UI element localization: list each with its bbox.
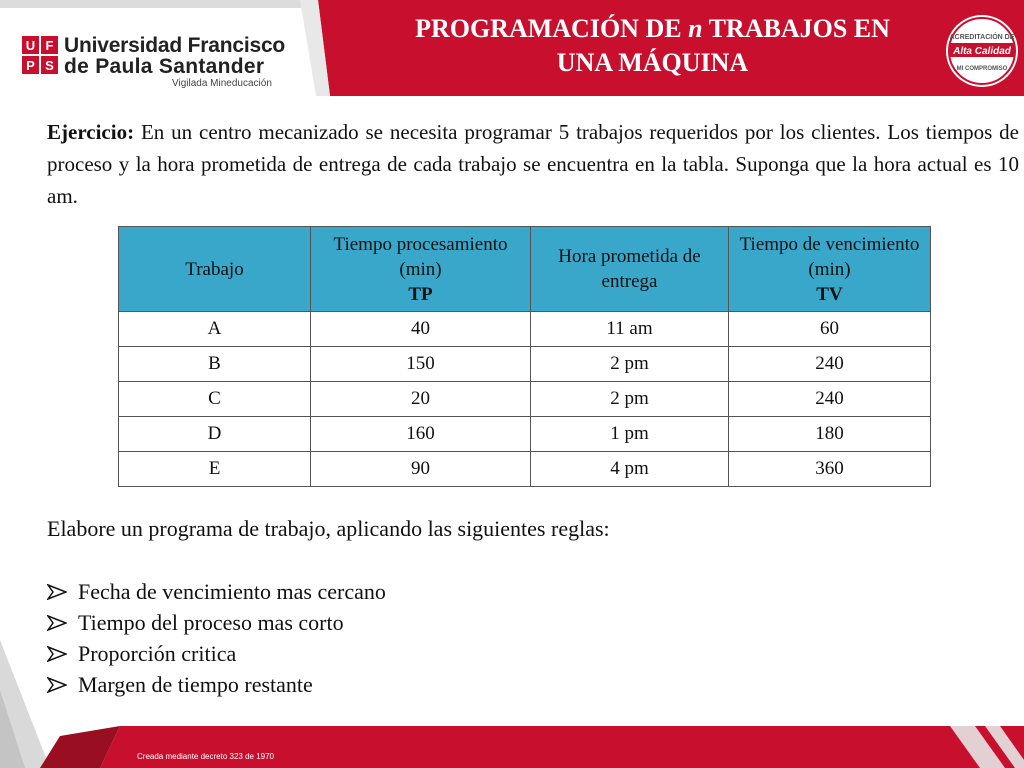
header-promised-time: Hora prometida de entrega (531, 227, 729, 312)
footer-decree: Creada mediante decreto 323 de 1970 (137, 752, 274, 761)
list-item (47, 638, 386, 669)
list-item (47, 669, 386, 700)
cell-due-time: 360 (729, 452, 931, 487)
svg-text:U: U (25, 38, 36, 53)
cell-promised-time: 2 pm (531, 347, 729, 382)
cell-processing-time: 90 (311, 452, 531, 487)
badge-bottom: MI COMPROMISO (956, 66, 1008, 72)
table-row (119, 417, 931, 452)
title-variable: n (688, 14, 703, 43)
accreditation-badge (945, 14, 1019, 88)
header-job: Trabajo (119, 227, 311, 312)
header-processing-time: Tiempo procesamiento (min) TP (311, 227, 531, 312)
logo-line-2: de Paula Santander (64, 55, 265, 78)
cell-processing-time: 20 (311, 382, 531, 417)
table-row (119, 452, 931, 487)
cell-job: C (119, 382, 311, 417)
cell-processing-time: 40 (311, 312, 531, 347)
rules-list (47, 576, 386, 700)
table-header-row (119, 227, 931, 312)
table-row (119, 347, 931, 382)
instructions-text: Elabore un programa de trabajo, aplicando las siguientes reglas: (47, 516, 610, 541)
list-item (47, 576, 386, 607)
table-row (119, 382, 931, 417)
title-part-2: TRABAJOS EN (702, 14, 890, 43)
cell-job: D (119, 417, 311, 452)
table-row (119, 312, 931, 347)
badge-main: Alta Calidad (953, 46, 1011, 57)
cell-processing-time: 160 (311, 417, 531, 452)
cell-promised-time: 1 pm (531, 417, 729, 452)
rule-label: Tiempo del proceso mas corto (78, 610, 344, 635)
cell-promised-time: 4 pm (531, 452, 729, 487)
jobs-table (118, 226, 931, 487)
cell-job: E (119, 452, 311, 487)
cell-due-time: 240 (729, 347, 931, 382)
list-item (47, 607, 386, 638)
svg-text:F: F (45, 38, 54, 53)
rule-label: Fecha de vencimiento mas cercano (78, 579, 386, 604)
cell-promised-time: 11 am (531, 312, 729, 347)
arrow-bullet-icon (47, 615, 67, 631)
rule-label: Margen de tiempo restante (78, 672, 313, 697)
logo-line-1: Universidad Francisco (64, 34, 286, 57)
title-line-2: UNA MÁQUINA (556, 48, 749, 77)
rule-label: Proporción critica (78, 641, 237, 666)
svg-text:P: P (26, 58, 35, 73)
university-logo (22, 36, 292, 88)
arrow-bullet-icon (47, 584, 67, 600)
svg-text:S: S (45, 58, 54, 73)
slide-title (340, 12, 965, 80)
title-part-1: PROGRAMACIÓN DE (415, 14, 689, 43)
cell-due-time: 60 (729, 312, 931, 347)
cell-job: A (119, 312, 311, 347)
ufps-logo-icon (22, 36, 58, 74)
arrow-bullet-icon (47, 677, 67, 693)
badge-top: ACREDITACIÓN DE (949, 34, 1015, 41)
arrow-bullet-icon (47, 646, 67, 662)
cell-due-time: 240 (729, 382, 931, 417)
exercise-paragraph (47, 116, 1019, 212)
logo-line-3: Vigilada Mineducación (172, 78, 272, 89)
header-due-time: Tiempo de vencimiento (min) TV (729, 227, 931, 312)
cell-job: B (119, 347, 311, 382)
exercise-text: En un centro mecanizado se necesita programar 5 trabajos requeridos por los clientes. Los tiempos de proceso y la hora prometida de entrega de cada trabajo se encuentra en la tabla. Suponga que la hora actual es 10 am. (47, 120, 1019, 208)
cell-processing-time: 150 (311, 347, 531, 382)
cell-due-time: 180 (729, 417, 931, 452)
cell-promised-time: 2 pm (531, 382, 729, 417)
exercise-label: Ejercicio: (47, 120, 135, 144)
